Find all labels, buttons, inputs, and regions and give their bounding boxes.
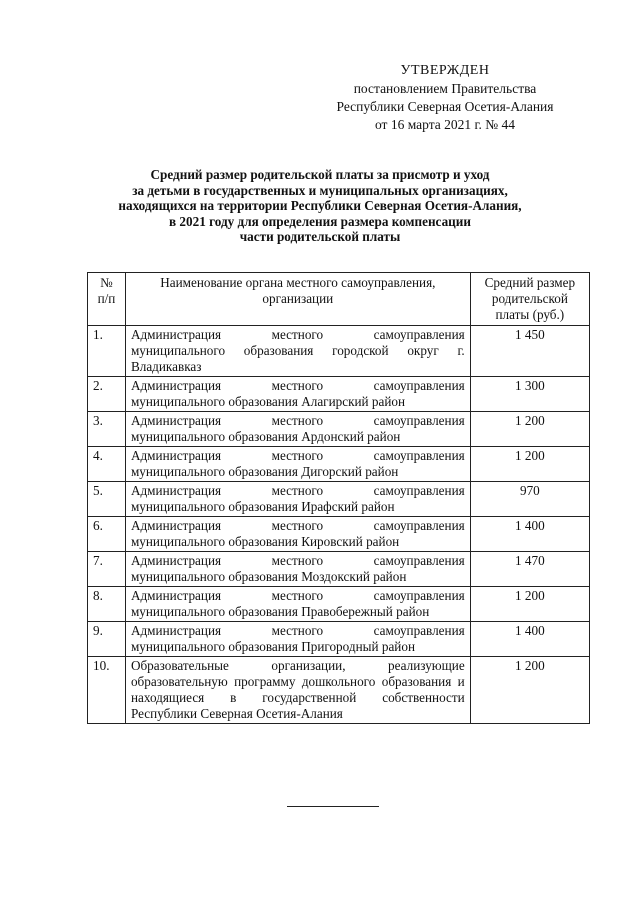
- header-fee-line-2: родительской: [491, 291, 568, 306]
- approval-line-2: Республики Северная Осетия-Алания: [336, 99, 554, 114]
- approval-block: [300, 62, 590, 134]
- table-header-row: [88, 273, 590, 326]
- row-number: 5.: [88, 482, 126, 517]
- approval-line-1: постановлением Правительства: [353, 81, 537, 96]
- title-line-4: в 2021 году для определения размера компенсации: [169, 213, 471, 229]
- header-fee: [470, 273, 589, 326]
- header-number: [88, 273, 126, 326]
- title-line-3: находящихся на территории Республики Северная Осетия-Алания,: [118, 198, 522, 213]
- row-name: Администрация местного самоуправления муниципального образования Алагирский район: [125, 377, 470, 412]
- header-number-line-2: п/п: [97, 291, 116, 306]
- row-name: Образовательные организации, реализующие образовательную программу дошкольного образования и находящиеся в государственной собственности Республики Северная Осетия-Алания: [125, 657, 470, 724]
- row-fee: 970: [470, 482, 589, 517]
- row-number: 8.: [88, 587, 126, 622]
- row-fee: 1 200: [470, 412, 589, 447]
- table-row: [88, 377, 590, 412]
- fee-table: [87, 272, 590, 724]
- row-fee: 1 200: [470, 657, 589, 724]
- table-row: [88, 587, 590, 622]
- row-number: 4.: [88, 447, 126, 482]
- table-row: [88, 657, 590, 724]
- header-name-line-2: организации: [262, 291, 334, 306]
- title-line-1: Средний размер родительской платы за присмотр и уход: [150, 167, 490, 182]
- row-name: Администрация местного самоуправления муниципального образования городской округ г. Владикавказ: [125, 326, 470, 377]
- table-row: [88, 447, 590, 482]
- header-fee-line-1: Средний размер: [484, 275, 576, 290]
- row-number: 3.: [88, 412, 126, 447]
- approval-heading: УТВЕРЖДЕН: [400, 63, 490, 78]
- table-row: [88, 412, 590, 447]
- row-number: 1.: [88, 326, 126, 377]
- row-fee: 1 200: [470, 587, 589, 622]
- row-name: Администрация местного самоуправления муниципального образования Кировский район: [125, 517, 470, 552]
- row-fee: 1 400: [470, 517, 589, 552]
- row-name: Администрация местного самоуправления муниципального образования Правобережный район: [125, 587, 470, 622]
- row-fee: 1 470: [470, 552, 589, 587]
- row-number: 7.: [88, 552, 126, 587]
- end-separator-line: [287, 806, 379, 807]
- title-line-2: за детьми в государственных и муниципальных организациях,: [132, 182, 508, 198]
- table-row: [88, 622, 590, 657]
- row-number: 10.: [88, 657, 126, 724]
- row-number: 6.: [88, 517, 126, 552]
- header-fee-line-3: платы (руб.): [495, 307, 565, 322]
- header-name: [125, 273, 470, 326]
- row-name: Администрация местного самоуправления муниципального образования Ирафский район: [125, 482, 470, 517]
- row-fee: 1 400: [470, 622, 589, 657]
- table-row: [88, 552, 590, 587]
- document-title: [90, 167, 550, 245]
- row-fee: 1 200: [470, 447, 589, 482]
- row-fee: 1 450: [470, 326, 589, 377]
- row-name: Администрация местного самоуправления муниципального образования Моздокский район: [125, 552, 470, 587]
- row-number: 2.: [88, 377, 126, 412]
- title-line-5: части родительской платы: [239, 229, 401, 244]
- table-row: [88, 517, 590, 552]
- row-fee: 1 300: [470, 377, 589, 412]
- approval-line-3: от 16 марта 2021 г. № 44: [374, 117, 516, 132]
- row-number: 9.: [88, 622, 126, 657]
- table-row: [88, 482, 590, 517]
- header-number-line-1: №: [100, 275, 113, 290]
- row-name: Администрация местного самоуправления муниципального образования Пригородный район: [125, 622, 470, 657]
- table-row: [88, 326, 590, 377]
- header-name-line-1: Наименование органа местного самоуправления,: [160, 275, 436, 290]
- row-name: Администрация местного самоуправления муниципального образования Ардонский район: [125, 412, 470, 447]
- row-name: Администрация местного самоуправления муниципального образования Дигорский район: [125, 447, 470, 482]
